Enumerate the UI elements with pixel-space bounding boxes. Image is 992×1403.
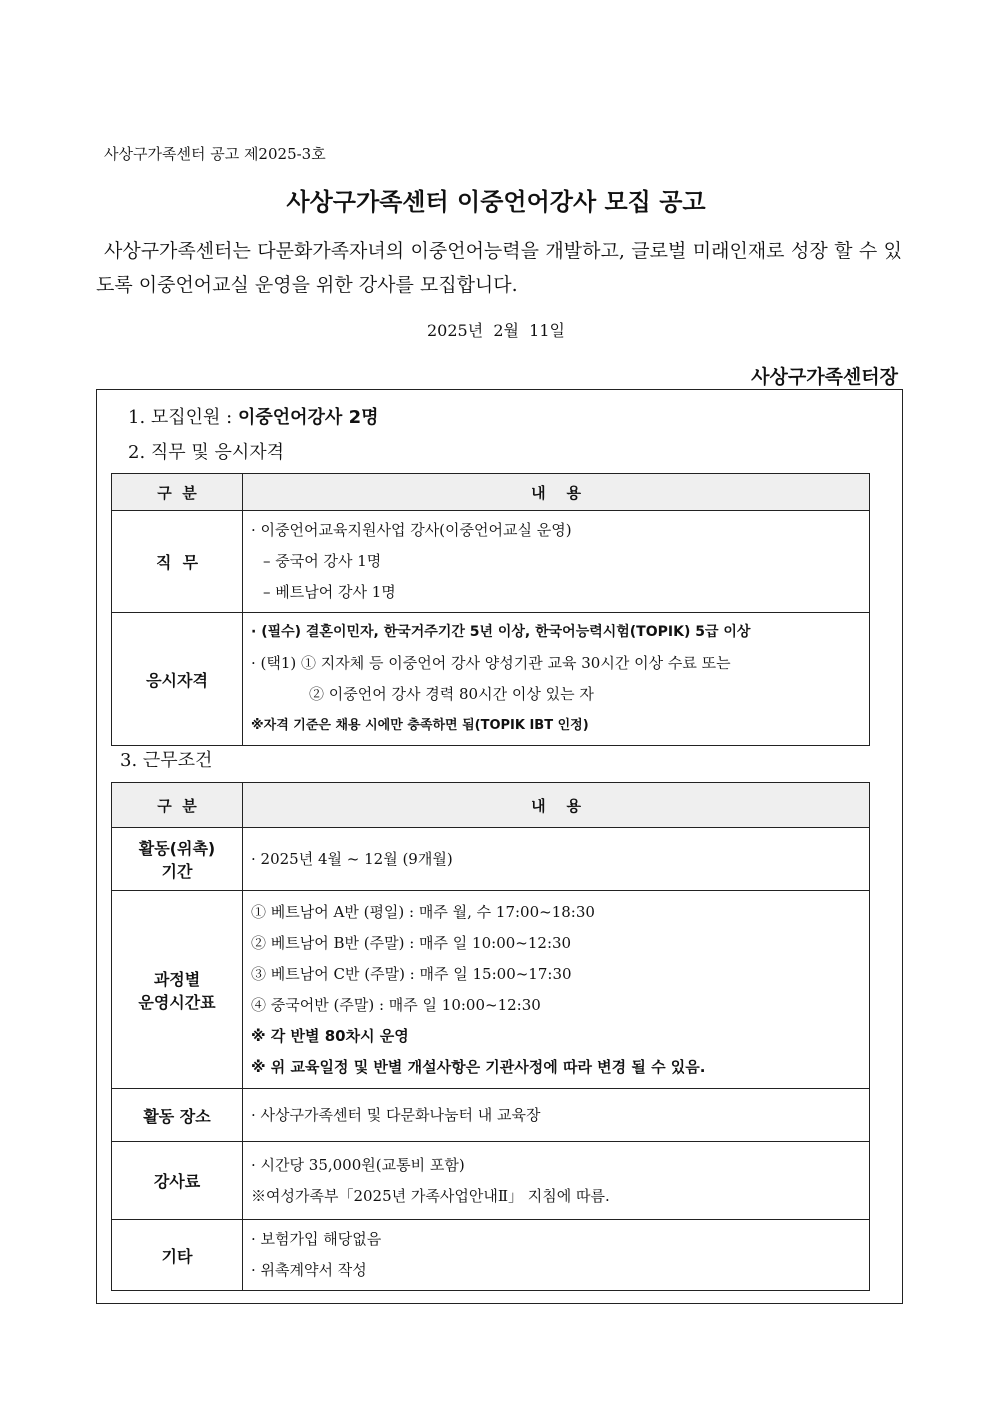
- duty-line: – 중국어 강사 1명: [263, 552, 382, 570]
- table-row: [112, 1142, 870, 1220]
- schedule-line: ① 베트남어 A반 (평일) : 매주 월, 수 17:00~18:30: [251, 902, 595, 921]
- schedule-label-line: 운영시간표: [138, 992, 216, 1012]
- row-label-duty: 직 무: [112, 511, 243, 613]
- table-row: [112, 828, 870, 891]
- row-content-etc: [243, 1220, 870, 1291]
- place-value: · 사상구가족센터 및 다문화나눔터 내 교육장: [251, 1105, 541, 1124]
- qualification-choice-1: · (택1) ① 지자체 등 이중언어 강사 양성기관 교육 30시간 이상 수료 또는: [251, 654, 731, 672]
- page-title: 사상구가족센터 이중언어강사 모집 공고: [286, 188, 706, 216]
- qualification-choice-2: ② 이중언어 강사 경력 80시간 이상 있는 자: [309, 685, 594, 703]
- table-row: [112, 1220, 870, 1291]
- row-label-fee: 강사료: [112, 1142, 243, 1220]
- notice-date: 2025년 2월 11일: [427, 321, 565, 340]
- table-row: [112, 1089, 870, 1142]
- period-label-line: 활동(위촉): [138, 839, 216, 858]
- table-row: [112, 613, 870, 746]
- column-header-content: 내 용: [243, 783, 870, 828]
- row-content-place: [243, 1089, 870, 1142]
- row-label-schedule: [112, 891, 243, 1089]
- section-1-heading: [128, 403, 378, 429]
- section-2-heading: 2. 직무 및 응시자격: [128, 442, 285, 463]
- row-label-place: 활동 장소: [112, 1089, 243, 1142]
- schedule-line: ④ 중국어반 (주말) : 매주 일 10:00~12:30: [251, 995, 541, 1014]
- table-header-row: [112, 783, 870, 828]
- schedule-note-2: ※ 위 교육일정 및 반별 개설사항은 기관사정에 따라 변경 될 수 있음.: [251, 1057, 706, 1076]
- qualification-required: · (필수) 결혼이민자, 한국거주기간 5년 이상, 한국어능력시험(TOPIK) 5급 이상: [251, 624, 751, 640]
- row-content-schedule: [243, 891, 870, 1089]
- row-content-fee: [243, 1142, 870, 1220]
- intro-paragraph: 사상구가족센터는 다문화가족자녀의 이중언어능력을 개발하고, 글로벌 미래인재로 성장 할 수 있도록 이중언어교실 운영을 위한 강사를 모집합니다.: [96, 240, 902, 296]
- schedule-line: ③ 베트남어 C반 (주말) : 매주 일 15:00~17:30: [251, 964, 572, 983]
- row-label-qualification: 응시자격: [112, 613, 243, 746]
- schedule-line: ② 베트남어 B반 (주말) : 매주 일 10:00~12:30: [251, 933, 572, 952]
- duty-line: · 이중언어교육지원사업 강사(이중언어교실 운영): [251, 521, 572, 539]
- row-content-period: [243, 828, 870, 891]
- column-header-content: 내 용: [243, 474, 870, 511]
- column-header-category: 구 분: [112, 474, 243, 511]
- notice-number: 사상구가족센터 공고 제2025-3호: [104, 145, 326, 163]
- issuer: 사상구가족센터장: [751, 366, 898, 388]
- section-1-label: 1. 모집인원 :: [128, 407, 233, 428]
- column-header-category: 구 분: [112, 783, 243, 828]
- row-label-period: [112, 828, 243, 891]
- fee-line: · 시간당 35,000원(교통비 포함): [251, 1155, 465, 1174]
- row-content-qualification: [243, 613, 870, 746]
- row-content-duty: [243, 511, 870, 613]
- table-row: [112, 891, 870, 1089]
- etc-line: · 보험가입 해당없음: [251, 1230, 382, 1248]
- table-header-row: [112, 474, 870, 511]
- schedule-label-line: 과정별: [153, 969, 201, 989]
- duty-qualification-table: [111, 473, 870, 746]
- table-row: [112, 511, 870, 613]
- working-conditions-table: [111, 782, 870, 1291]
- etc-line: · 위촉계약서 작성: [251, 1261, 367, 1279]
- period-label-line: 기간: [161, 862, 193, 881]
- fee-line: ※여성가족부「2025년 가족사업안내Ⅱ」 지침에 따름.: [251, 1186, 610, 1205]
- section-1-value: 이중언어강사 2명: [237, 407, 379, 428]
- qualification-note: ※자격 기준은 채용 시에만 충족하면 됨(TOPIK IBT 인정): [251, 718, 589, 733]
- period-value: · 2025년 4월 ~ 12월 (9개월): [251, 849, 453, 868]
- duty-line: – 베트남어 강사 1명: [263, 583, 396, 601]
- section-3-heading: 3. 근무조건: [120, 750, 213, 771]
- schedule-note-1: ※ 각 반별 80차시 운영: [251, 1026, 409, 1045]
- row-label-etc: 기타: [112, 1220, 243, 1291]
